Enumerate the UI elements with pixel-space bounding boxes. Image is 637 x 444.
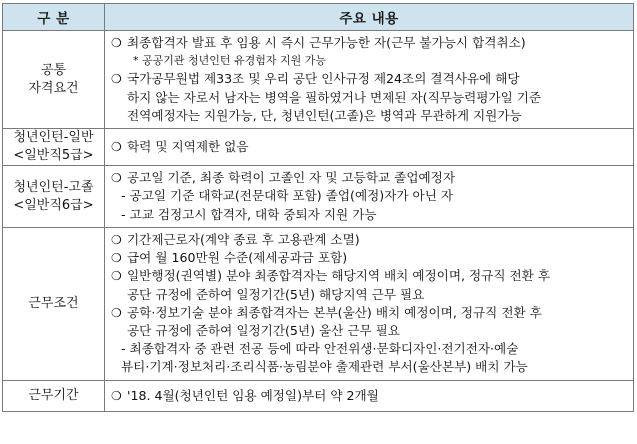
text-line: 하지 않는 자로서 남자는 병역을 필하였거나 면제된 자(직무능력평가일 기준 [127, 89, 542, 105]
table-row [3, 380, 634, 411]
text-line: '18. 4월(청년인턴 임용 예정일)부터 약 2개월 [127, 387, 379, 403]
category-label: 근무기간 [28, 387, 79, 403]
table-body [3, 31, 634, 412]
category-label: 자격요건 [28, 80, 79, 96]
table-header-row [3, 4, 634, 31]
qualification-table [2, 3, 634, 412]
bullet-item [111, 231, 629, 249]
table-row [3, 166, 634, 228]
category-label: 공통 [40, 62, 67, 78]
category-label: 청년인턴-고졸 [13, 179, 94, 195]
category-label: 청년인턴-일반 [13, 130, 94, 146]
row-category [3, 228, 105, 381]
bullet-item [111, 249, 629, 267]
bullet-item [111, 267, 629, 303]
header-content: 주요 내용 [105, 4, 634, 31]
row-content [105, 228, 634, 381]
category-label: <일반직6급> [13, 197, 94, 213]
sub-item [111, 206, 629, 224]
circle-bullet-icon: ❍ [111, 269, 122, 284]
sub-item [111, 340, 629, 376]
bullet-item [111, 304, 629, 340]
text-line: 공고일 기준, 최종 학력이 고졸인 자 및 고등학교 졸업예정자 [127, 170, 456, 186]
text-line: - 최종합격자 중 관련 전공 등에 따라 안전위생·문화디자인·전기전자·예술 [121, 341, 519, 357]
text-line: 일반행정(권역별) 분야 최종합격자는 해당지역 배치 예정이며, 정규직 전환 후 [127, 268, 550, 284]
circle-bullet-icon: ❍ [111, 139, 122, 154]
circle-bullet-icon: ❍ [111, 233, 122, 248]
row-category [3, 129, 105, 166]
category-label: <일반직5급> [13, 148, 94, 164]
circle-bullet-icon: ❍ [111, 305, 122, 320]
text-line: 공학·정보기술 분야 최종합격자는 본부(울산) 배치 예정이며, 정규직 전환 후 [127, 304, 542, 320]
row-content [105, 166, 634, 228]
bullet-item [111, 70, 629, 125]
row-content [105, 380, 634, 411]
text-line: 공단 규정에 준하여 일정기간(5년) 울산 근무 필요 [127, 323, 401, 339]
circle-bullet-icon: ❍ [111, 72, 122, 87]
row-content [105, 31, 634, 129]
text-line: 공단 규정에 준하여 일정기간(5년) 해당지역 근무 필요 [127, 286, 425, 302]
header-category: 구 분 [3, 4, 105, 31]
circle-bullet-icon: ❍ [111, 36, 122, 50]
row-category [3, 380, 105, 411]
bullet-item [111, 138, 629, 156]
text-line: 국가공무원법 제33조 및 우리 공단 인사규정 제24조의 결격사유에 해당 [127, 71, 520, 87]
bullet-item [111, 387, 629, 405]
bullet-item [111, 34, 629, 52]
text-line: 학력 및 지역제한 없음 [127, 138, 249, 154]
text-line: 최종합격자 발표 후 임용 시 즉시 근무가능한 자(근무 불가능시 합격취소) [127, 35, 526, 50]
circle-bullet-icon: ❍ [111, 251, 122, 266]
text-line: - 고교 검정고시 합격자, 대학 중퇴자 지원 가능 [121, 206, 377, 222]
text-line: * 공공기관 청년인턴 유경험자 지원 가능 [133, 54, 326, 68]
text-line: 뷰티·기계·정보처리·조리식품·농림분야 출제관련 부서(울산본부) 배치 가능 [121, 359, 528, 375]
category-label: 근무조건 [28, 295, 79, 311]
row-content [105, 129, 634, 166]
table-row [3, 31, 634, 129]
sub-item [111, 187, 629, 205]
row-category [3, 166, 105, 228]
text-line: 기간제근로자(계약 종료 후 고용관계 소멸) [127, 232, 360, 248]
table-row [3, 129, 634, 166]
text-line: 급여 월 160만원 수준(제세공과금 포함) [127, 250, 348, 266]
circle-bullet-icon: ❍ [111, 388, 122, 403]
circle-bullet-icon: ❍ [111, 171, 122, 186]
note-item [111, 52, 629, 70]
text-line: - 공고일 기준 대학교(전문대학 포함) 졸업(예정)자가 아닌 자 [121, 188, 454, 204]
bullet-item [111, 169, 629, 187]
row-category [3, 31, 105, 129]
text-line: 전역예정자는 지원가능, 단, 청년인턴(고졸)은 병역과 무관하게 지원가능 [127, 107, 522, 123]
table-row [3, 228, 634, 381]
